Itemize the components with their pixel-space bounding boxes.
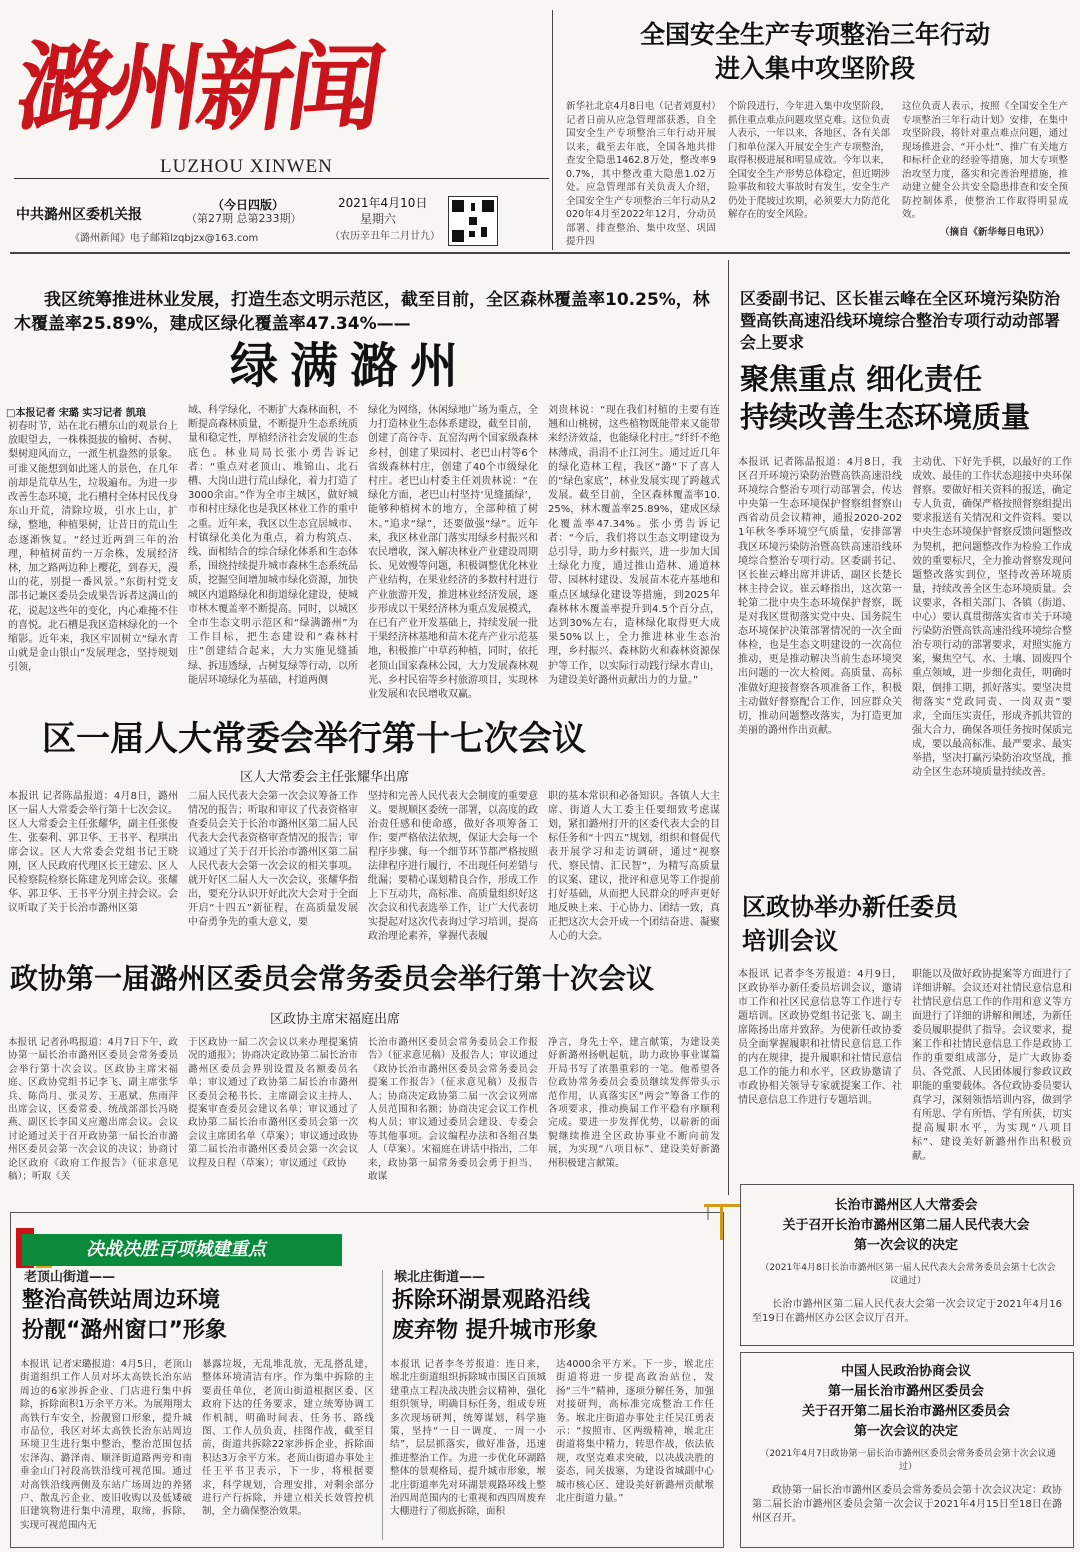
- right-column-divider: [728, 260, 729, 1195]
- masthead-title: 潞州新闻: [10, 31, 387, 144]
- training-title-1: 区政协举办新任委员: [742, 893, 958, 921]
- npc-subtitle: 区人大常委会主任张耀华出席: [240, 770, 410, 785]
- top-story-col1: 新华社北京4月8日电（记者刘夏村）记者日前从应急管理部获悉，自全国安全生产专项整治三年行动开展以来，截至去年底，全国各地共排查安全隐患1462.8万处，整改率90.7%，其中整改重大隐患1.02万处。应急管理部有关负责人介绍，全国安全生产专项整治三年行动从2020年4月至2022年12月，分动员部署、排查整治、集中攻坚、巩固提升四: [566, 101, 716, 247]
- lead-col2: 域、科学绿化，不断扩大森林面积，不断提高森林质量，不断提升生态系统质量和稳定性，厚植经济社会发展的生态底色。林业局局长张小勇告诉记者：“重点对老顶山、堆锦山、北石槽、大岗山进行荒山绿化，着力打造了3000余亩。”作为全市主城区，做好城市和村庄绿化也是我区林业工作的重中之重。近年来，我区以生态宜居城市、村镇绿化美化为重点，着力构筑点、线、面相结合的综合绿化体系和生态体系，围绕持续提升城市森林生态系统品质，挖掘空间增加城市绿化资源，加快城区内道路绿化和街道绿化建设，使城市林木覆盖率不断提高。同时，以城区全市生态文明示范区和“绿满潞州”为工作目标，把生态建设和“森林村庄”创建结合起来，大力实施见缝插绿、拆违透绿，占树复绿等行动，以所能居环境绿化为基础，村道两侧: [188, 405, 358, 686]
- masthead-edition: （今日四版）: [212, 198, 285, 212]
- city2-col1: 本报讯 记者李冬芳报道：连日来，堠北庄街道组织拆除城市围区百顶城建重点工程决战决胜会议精神，强化组织领导，明确目标任务，组成专班多次现场研判，统筹谋划，科学施策，坚持“一日一调度、一周一小结”，层层抓落实，做好准备，迅速推进整治工作。为进一步优化环湖路整体的景观格局，提升城市形象，堠北庄街道率先对环湖景观路环线上整治四周范围内的七重视和西四周废弃大棚进行了彻底拆除，面积: [390, 1359, 546, 1518]
- npc-col4: 职的基本常识和必备知识。各镇人大主席、街道人大工委主任要细致考虑谋划，紧扣潞州打开的区委代表大会的目标任务和“十四五”规划，组织和督促代表开展学习和走访调研，通过“视察代、察民情、汇民智”，为精写高质量的议案、建议，批评和意见等工作提前打好基础，从而把人民群众的呼声更好地反映上来、于心协力、团结一致，真正把这次大会开成一个团结奋进、凝聚人心的大会。: [548, 791, 720, 942]
- masthead-divider: [14, 178, 549, 179]
- city-banner: 决战决胜百项城建重点: [22, 1234, 342, 1266]
- env-title-2: 持续改善生态环境质量: [740, 400, 1031, 434]
- masthead-organ: 中共潞州区委机关报: [16, 207, 142, 223]
- training-title-2: 培训会议: [742, 927, 838, 955]
- notice2-body: 政协第一届长治市潞州区委员会常务委员会第十次会议决定：政协第二届长治市潞州区委员会第一次会议于2021年4月15日至18日在潞州区召开。: [752, 1485, 1062, 1524]
- header-rule: [10, 252, 1070, 254]
- env-col2: 主动优、下好先手棋，以最好的工作成效、最佳的工作状态迎接中央环保督察。要做好相关资料的报送，确定专人负责，确保严格按照督察组提出要求报送有关情况和文件资料。要以中央生态环境保护督察反馈问题整改为契机，把问题整改作为检验工作成效的重要标尺，全力推动督察发现问题整改落实到位，坚持改善环境质量，持续改善全区生态环境质量。会议要求，各相关部门、各镇（街道、中心）要认真贯彻落实省市关于环境污染防治暨高铁高速沿线环境综合整治专项行动的部署要求，对照实施方案，聚焦空气、水、土壤、固废四个重点领域，进一步细化责任，明确时限，倒排工期，抓好落实。要坚决贯彻落实“党政同责、一岗双责”要求，全面压实责任，形成齐抓共管的强大合力，确保各项任务按时保质完成，要以最高标准、最严要求、最实举措，坚决打赢污染防治攻坚战，推动全区生态环境质量持续改善。: [912, 457, 1072, 779]
- masthead-email: 《潞州新闻》电子邮箱lzqbjzx@163.com: [70, 233, 259, 244]
- cppcc-standing-col4: 净言，身先士卒，建言献策，为建设美好新潞州扬帆起航，助力政协事业谋篇开局书写了浓墨重彩的一笔。他希望各位政协常务委员会委员继续发挥带头示范作用，认真落实区“两会”筹备工作的各项要求，推动换届工作平稳有序顺利完成。要进一步发挥优势，以崭新的面貌继续推进全区政协事业不断向前发展，为实现“八项目标”、建设美好新潞州积极建言献策。: [548, 1037, 720, 1169]
- city2-kicker: 堠北庄街道——: [394, 1270, 486, 1285]
- notice1-title-1: 关于召开长治市潞州区第二届人民代表大会: [782, 1218, 1030, 1233]
- training-col1: 本报讯 记者李冬芳报道：4月9日，区政协举办新任委员培训会议，邀请市工作和社区民意信息等工作进行专题培训。区政协党组书记张飞、副主席陈扬出席并致辞。为使新任政协委员全面掌握履职和社情民意信息工作的内在规律，提升履职和社情民意信息工作的能力和水平，区政协邀请了市政协相关领导专家就提案工作、社情民意信息工作进行专题培训。: [738, 969, 902, 1106]
- notice1-note: （2021年4月8日长治市潞州区第一届人民代表大会常务委员会第十七次会议通过）: [760, 1263, 1056, 1286]
- lead-kicker: 我区统筹推进林业发展，打造生态文明示范区，截至目前，全区森林覆盖率10.25%，林木覆盖率25.89%，建成区绿化覆盖率47.34%——: [14, 290, 710, 334]
- masthead-lunar: （农历辛丑年二月廿九）: [330, 231, 440, 242]
- city1-title-1: 整治高铁站周边环境: [22, 1288, 221, 1313]
- notice1-body: 长治市潞州区第二届人民代表大会第一次会议定于2021年4月16至19日在潞州区办公区会议厅召开。: [752, 1299, 1062, 1324]
- masthead-weekday: 星期六: [360, 212, 397, 226]
- lead-col3: 绿化为网络，休闲绿地广场为重点，全力打造林业生态体系建设，截至目前，创建了高谷寺、瓦窑沟两个国家级森林乡村，创建了果园村、老巴山村等6个省级森林村庄，创建了40个市级绿化村庄。老巴山村委主任刘贵林说：“在绿化方面，老巴山村坚持‘见缝插绿’，能够种植树木的地方，全部种植了树木。”追求“绿”，还要做强“绿”。近年来，我区林业部门落实用绿乡村振兴和农民增收，深入解决林业产业建设周期长、见效慢等问题，积极调整优化林业产业结构，在果业经济的多数村村进行产业旅游开发，推进林业经济发展，逐步形成以干果经济林为重点发展模式，在已有产业开发基础上，持续发展一批干果经济林基地和苗木花卉产业示范基地，积极推广中草药种植，同时，依托老顶山国家森林公园，大力发展森林观光、乡村民宿等乡村旅游项目，实现林业发展和农民增收双赢。: [368, 405, 538, 701]
- cppcc-standing-title: 政协第一届潞州区委员会常务委员会举行第十次会议: [10, 962, 655, 995]
- lead-byline: □本报记者 宋璐 实习记者 凯琅: [6, 408, 146, 419]
- npc-col1: 本报讯 记者陈晶报道：4月8日，潞州区一届人大常委会举行第十七次会议。区人大常委会主任张耀华，副主任张俊生、张秦利、郭卫华、王书平、程琪出席会议。区人大常委会党组书记王晓刚，区人民政府代理区长王建宏、区人民检察院检察长陈建龙列席会议。张耀华、郭卫华、王书平分别主持会议。会议听取了关于长治市潞州区第: [8, 791, 178, 914]
- notice2-note: （2021年4月7日政协第一届长治市潞州区委员会常务委员会第十次会议通过）: [760, 1449, 1056, 1472]
- lead-col4: 刘贵林说：“现在我们村植的主要有连翘和山桃树，这些植物既能带来又能带来经济效益，也能绿化村庄。”纤纤不绝林薄成，涓涓不止江河生。通过近几年的绿化造林工程，我区“潞”下了喜人的“绿色家底”，林业发展实现了跨越式发展。截至目前，全区森林覆盖率10.25%，林木覆盖率25.89%，建成区绿化覆盖率47.34%。张小勇告诉记者：“今后，我们将以生态文明建设为总引导，助力乡村振兴，进一步加大国土绿化力度，通过推山造林、通道林带、园林村建设、发展苗木花卉基地和重点区域绿化建设等措施，到2025年森林林木覆盖率提升到4.5个百分点，达到30%左右，造林绿化取得更大成果50%以上，全力推进林业生态治理，乡村振兴、森林防火和森林资源保护等工作，以实际行动践行绿水青山，为建设美好潞州贡献出力的力量。”: [548, 405, 720, 686]
- training-col2: 职能以及做好政协提案等方面进行了详细讲解。会议还对社情民意信息和社情民意信息工作的作用和意义等方面进行了详细的讲解和阐述，为新任委员履职提供了指导。会议要求，提案工作和社情民意信息工作是政协工作的重要组成部分，是广大政协委员、各党派、人民团体履行参政议政职能的重要载体。各位政协委员要认真学习，深刻领悟培训内容，做到学有所思、学有所悟、学有所获，切实提高履职水平，为实现“八项目标”、建设美好新潞州作出积极贡献。: [912, 969, 1072, 1162]
- notice2-org: 中国人民政治协商会议: [840, 1364, 971, 1379]
- city1-col1: 本报讯 记者宋璐报道：4月5日，老顶山街道组织工作人员对坏太高铁长治东站周边的6家涉拆企业、门店进行集中拆除，拆除面积1万余平方米。为展翔翔太高铁行车安全，扮靓窗口形象，提升城市品位，我区对坏太高铁长治东站周边环境卫生进行集中整治，整治范围包括宏泽沟、潞泽南、顺泽街道路两旁和南垂金山门衬段高铁沿线可视范围。通过对高铁沿线两侧及东站广场周边的养猪户、散乱污企业、废旧收购以及低矮破旧建筑物进行集中清理，取缔，拆除，实现可视范围内无: [20, 1359, 192, 1531]
- top-story-title-2: 进入集中攻坚阶段: [714, 54, 915, 83]
- masthead-date: 2021年4月10日: [338, 196, 428, 210]
- env-title-1: 聚焦重点 细化责任: [740, 362, 983, 396]
- city-divider: [382, 1270, 383, 1540]
- notice1-title-2: 第一次会议的决定: [853, 1238, 958, 1253]
- top-story-title-1: 全国安全生产专项整治三年行动: [639, 20, 990, 49]
- city2-col2: 达4000余平方米。下一步，堠北庄街道将进一步提高政治站位，发扬“三牛”精神，逐项分解任务，加强对接研判，高标准完成整治工作任务。堠北庄街道办事处主任吴江勇表示：“按照市、区两级精神，堠北庄街道将集中精力，转思作战，依法依规，攻坚克难求突破，以决战决胜的姿态，同关拔寨，为建设省城副中心城市核心区、建设美好新潞州贡献堠北庄街道力量。”: [556, 1359, 714, 1505]
- qr-code-icon: [448, 196, 498, 246]
- city1-title-2: 扮靓“潞州窗口”形象: [22, 1318, 227, 1343]
- city1-kicker: 老顶山街道——: [24, 1270, 116, 1285]
- city2-title-2: 废弃物 提升城市形象: [392, 1318, 598, 1343]
- lead-title: 绿满潞州: [230, 338, 471, 394]
- cppcc-standing-col1: 本报讯 记者孙鸣报道：4月7日下午，政协第一届长治市潞州区委员会常务委员会举行第十次会议。区政协主席宋福庭、区政协党组书记李飞、副主席张华兵、陈尚月、张灵芳、王惠斌、焦雨萍出席会议，区委常委、统战部部长冯晓燕、副区长李国义应邀出席会议。会议讨论通过关于召开政协第一届长治市潞州区委员会第一次会议的决议；协商讨论区政府《政府工作报告》（征求意见稿）；听取《关: [8, 1037, 178, 1183]
- cppcc-standing-subtitle: 区政协主席宋福庭出席: [270, 1012, 401, 1027]
- top-story-credit: （摘自《新华每日电讯》）: [940, 227, 1050, 238]
- masthead-issue: （第27期 总第233期）: [186, 212, 302, 225]
- top-story-col3: 这位负责人表示，按照《全国安全生产专项整治三年行动计划》安排，在集中攻坚阶段，将针对重点难点问题，通过现场推进会、“开小灶”、推广有关地方和标杆企业的经验等措施，加大专项整治攻坚力度，落实和完善治理措施，推动建立健全公共安全隐患排查和安全预防控制体系，使整治工作取得明显成效。: [902, 101, 1068, 220]
- city2-title-1: 拆除环湖景观路沿线: [392, 1288, 591, 1313]
- notice2-title-1: 第一届长治市潞州区委员会: [827, 1384, 984, 1399]
- npc-col3: 坚持和完善人民代表大会制度的重要意义。要规顺区委统一部署，以高度的政治责任感和使命感，做好各项筹备工作；要严格依法依规，保证大会每一个程序步骤、每一个细节环节都严格按照法律程序进行履行，不出现任何差错与纰漏；要精心谋划精良合作，形成工作上下互动共，高标准、高质量组织好这次会议和代表选举工作，让广大代表切实提起对这次代表询过学习培训，提高政治理论素养，掌握代表履: [368, 791, 538, 942]
- npc-title: 区一届人大常委会举行第十七次会议: [42, 719, 586, 759]
- top-column-divider: [552, 10, 553, 250]
- top-story-col2: 个阶段进行，今年进入集中攻坚阶段，抓住重点难点问题攻坚克难。这位负责人表示，一年以来，各地区、各有关部门和单位深入开展安全生产专项整治，取得积极进展和明显成效。今年以来，全国安全生产形势总体稳定，但近期涉险事故和较大事故时有发生，安全生产仍处于爬坡过坎期，必须要大力防范化解存在的安全风险。: [728, 101, 890, 220]
- crane-icon: [700, 1200, 744, 1240]
- env-col1: 本报讯 记者陈晶报道：4月8日，我区召开环境污染防治暨高铁高速沿线环境综合整治专项行动部署会，传达中央第一生态环境保护督察组督察山西省动员会议精神，通报2020-2021年秋冬季环境空气质量，安排部署我区环境污染防治暨高铁高速沿线环境综合整治专项行动。区委副书记、区长崔云峰出席并讲话，副区长楚长林主持会议。崔云峰指出，这次第一轮第二批中央生态环境保护督察，既是对我区贯彻落实党中央、国务院生态环境保护决策部署情况的一次全面体检，也是生态文明建设的一次高位推动，更是推动解决当前生态环境突出问题的一次大检阅。高质量、高标准做好迎接督察各项准备工作，积极主动做好督察配合工作，回应群众关切，推动问题整改落实，为打造更加美丽的潞州作出贡献。: [738, 457, 902, 736]
- npc-col2: 二届人民代表大会第一次会议筹备工作情况的报告；听取和审议了代表资格审查委员会关于长治市潞州区第二届人民代表大会代表资格审查情况的报告；审议通过了关于召开长治市潞州区第二届人民代表大会第一次会议的相关事项。就开好区二届人大一次会议，张耀华指出，要充分认识开好此次大会对于全面开启“十四五”新征程，在高质量发展中奋勇争先的重大意义，要: [188, 791, 358, 928]
- cppcc-standing-col2: 于区政协一届二次会议以来办理提案情况的通报》；协商决定政协第二届长治市潞州区委员会界别设置及名额委员名单；审议通过了政协第二届长治市潞州区委员会秘书长、主席副会议主持人、提案审查委员会建议名单；审议通过了政协第二届长治市潞州区委员会第一次会议主席团名单（草案）；审议通过政协第二届长治市潞州区委员会第一次会议议程及日程（草案）；审议通过《政协: [188, 1037, 358, 1169]
- lead-col1: 初春时节，站在北石槽东山的观景台上放眼望去，一株株挺拔的榆树、杏树、梨树迎风而立，一派生机盎然的景象。可谁又能想到如此迷人的景色，在几年前却是荒草丛生，垃圾遍布。为进一步改善生态环境，北石槽村全体村民伐身东山开荒，清除垃圾，引水上山，扩绿，整地，种植果树，让昔日的荒山生态逐渐恢复。“经过近两到三年的治理，种植树苗约一万余株，发展经济林，加之路两边种上樱花，到春天，漫山的花，别提一番风景。”东街村党支部书记兼区委员会成果告诉者这满山的花，说起这些年的变化，内心难掩不住的喜悦。北石槽是我区造林绿化的一个缩影。近年来，我区牢固树立“绿水青山就是金山银山”发展理念，坚持规划引领，: [8, 421, 178, 674]
- city1-col2: 暴露垃圾，无乱堆乱放，无乱搭乱建，整体环境清洁有序。作为集中拆除的主要责任单位，老顶山街道根据区委、区政府下达的任务要求，建立统筹协调工作机制，明确时间表、任务书、路线图、工作人员负责，挂图作战，截至目前，街道共拆除22家涉拆企业，拆除面积达3万余平方米。老顶山街道办事处主任王平书卫表示，下一步，将根据要求，科学规划，合理安排，对剩余部分进行产行拆除，并建立相关长效管控机制，全力确保整治效果。: [202, 1359, 374, 1518]
- masthead-pinyin: LUZHOU XINWEN: [160, 156, 333, 177]
- notice2-title-2: 关于召开第二届长治市潞州区委员会: [801, 1404, 1010, 1419]
- cppcc-standing-col3: 长治市潞州区委员会常务委员会工作报告》（征求意见稿）及报告人；审议通过《政协长治市潞州区委员会常务委员会提案工作报告》（征求意见稿）及报告人；协商决定政协第二届一次会议列席人员范围和名额；协商决定会议工作机构人员；审议通过委员会建设、专委会等其他事项。会议编程办法和各组召集人（草案）。宋福庭在讲话中指出，二年来，政协第一届常务委员会勇于担当、敢谋: [368, 1037, 538, 1183]
- env-kicker: 区委副书记、区长崔云峰在全区环境污染防治暨高铁高速沿线环境综合整治专项行动动部署会上要求: [740, 289, 1061, 352]
- notice2-title-3: 第一次会议的决定: [853, 1424, 958, 1439]
- notice1-org: 长治市潞州区人大常委会: [834, 1198, 978, 1213]
